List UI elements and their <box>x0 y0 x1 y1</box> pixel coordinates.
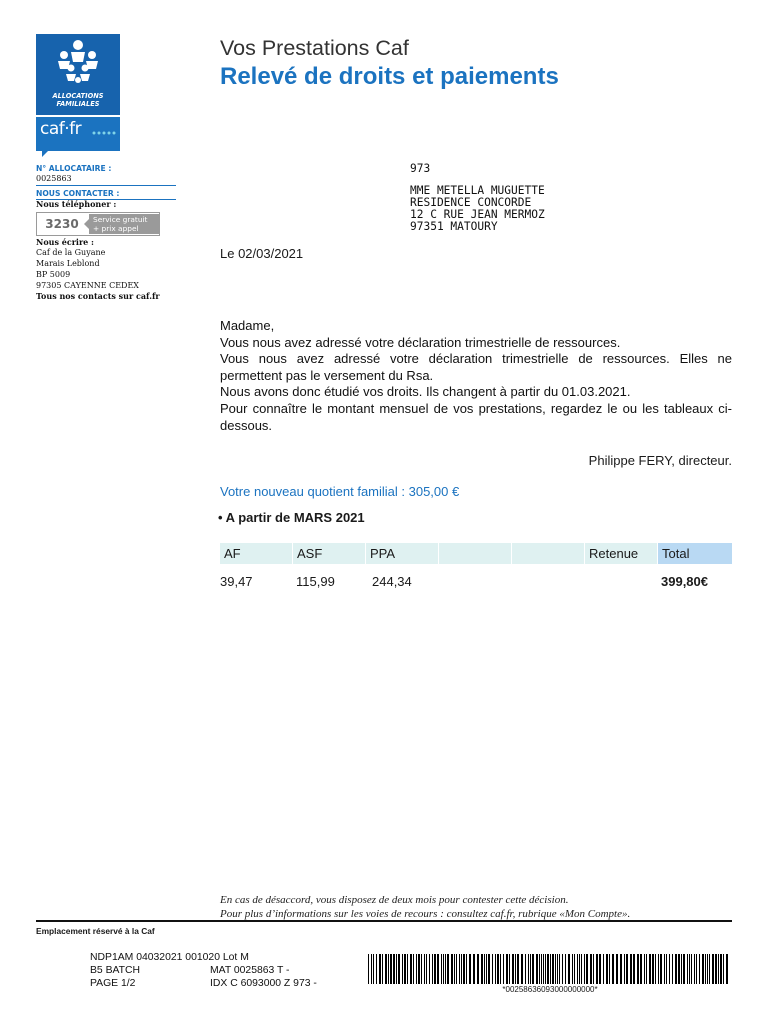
caf-address-line: BP 5009 <box>36 270 71 279</box>
recourse-note: Pour plus d’informations sur les voies de recours : consultez caf.fr, rubrique «Mon Compte». <box>220 908 631 920</box>
contacts-link[interactable]: Tous nos contacts sur caf.fr <box>36 291 160 301</box>
table-header-cell <box>512 543 584 564</box>
recipient-line: MME METELLA MUGUETTE <box>410 184 545 197</box>
table-cell: 39,47 <box>220 574 253 589</box>
logo-brand-text: caf·fr <box>40 119 82 139</box>
recipient-line: 12 C RUE JEAN MERMOZ <box>410 208 545 221</box>
phone-number[interactable]: 3230 <box>45 217 79 231</box>
batch-info: MAT 0025863 T - <box>210 965 290 976</box>
signature: Philippe FERY, directeur. <box>588 453 732 468</box>
logo-dots-icon <box>92 131 118 135</box>
phone-box <box>36 212 160 236</box>
logo-bottom-panel <box>36 117 120 151</box>
caf-address-line: Marais Leblond <box>36 259 100 268</box>
table-header-cell: AF <box>220 543 292 564</box>
table-header-cell: ASF <box>293 543 365 564</box>
contact-label: NOUS CONTACTER : <box>36 189 120 198</box>
letter-body <box>220 318 732 434</box>
logo-text-line2: FAMILIALES <box>56 100 100 108</box>
table-header-total: Total <box>658 543 732 564</box>
reserved-label: Emplacement réservé à la Caf <box>36 926 155 936</box>
quotient-familial: Votre nouveau quotient familial : 305,00 € <box>220 484 460 499</box>
table-cell-total: 399,80€ <box>661 574 708 589</box>
write-label: Nous écrire : <box>36 237 95 247</box>
sidebar-divider <box>36 185 176 186</box>
caf-address-line: 97305 CAYENNE CEDEX <box>36 281 139 290</box>
table-header-cell: PPA <box>366 543 438 564</box>
page-title: Vos Prestations Caf <box>220 36 409 60</box>
phone-tag-line2: + prix appel <box>93 224 139 233</box>
logo-speech-tail <box>42 149 50 157</box>
recipient-line: RESIDENCE CONCORDE <box>410 196 532 209</box>
footer-divider <box>36 920 732 922</box>
table-header-cell <box>439 543 511 564</box>
paragraph: Pour connaître le montant mensuel de vos prestations, regardez le ou les tableaux ci-dessous. <box>220 400 732 433</box>
batch-info: B5 BATCH <box>90 965 141 976</box>
allocataire-value: 0025863 <box>36 174 72 183</box>
phone-pricing-tag <box>89 214 159 234</box>
paragraph: Nous avons donc étudié vos droits. Ils changent à partir du 01.03.2021. <box>220 384 631 400</box>
phone-tag-line1: Service gratuit <box>93 215 148 224</box>
family-people-icon <box>53 38 103 88</box>
recourse-note: En cas de désaccord, vous disposez de deux mois pour contester cette décision. <box>220 894 569 906</box>
batch-info: PAGE 1/2 <box>90 978 136 989</box>
salutation: Madame, <box>220 318 275 333</box>
letter-date: Le 02/03/2021 <box>220 246 304 261</box>
table-cell: 244,34 <box>372 574 412 589</box>
logo-top-panel <box>36 34 120 115</box>
paragraph: Vous nous avez adressé votre déclaration trimestrielle de ressources. Elles ne permettent pas le versement du Rsa. <box>220 351 732 383</box>
recipient-code: 973 <box>410 162 431 175</box>
phone-label: Nous téléphoner : <box>36 199 117 209</box>
period-heading: • A partir de MARS 2021 <box>218 510 365 525</box>
caf-address-line: Caf de la Guyane <box>36 248 106 257</box>
batch-info: NDP1AM 04032021 001020 Lot M <box>90 952 249 963</box>
paragraph: Vous nous avez adressé votre déclaration trimestrielle de ressources. <box>220 334 621 350</box>
logo-text-line1: ALLOCATIONS <box>52 92 104 100</box>
barcode-icon <box>368 954 732 984</box>
barcode-text: *00258636093000000000* <box>502 985 598 994</box>
recipient-line: 97351 MATOURY <box>410 220 498 233</box>
page-subtitle: Relevé de droits et paiements <box>220 63 559 90</box>
table-header-cell: Retenue <box>585 543 657 564</box>
table-cell: 115,99 <box>296 574 335 589</box>
batch-info: IDX C 6093000 Z 973 - <box>210 978 317 989</box>
caf-logo <box>36 34 120 152</box>
allocataire-label: N° ALLOCATAIRE : <box>36 164 112 173</box>
